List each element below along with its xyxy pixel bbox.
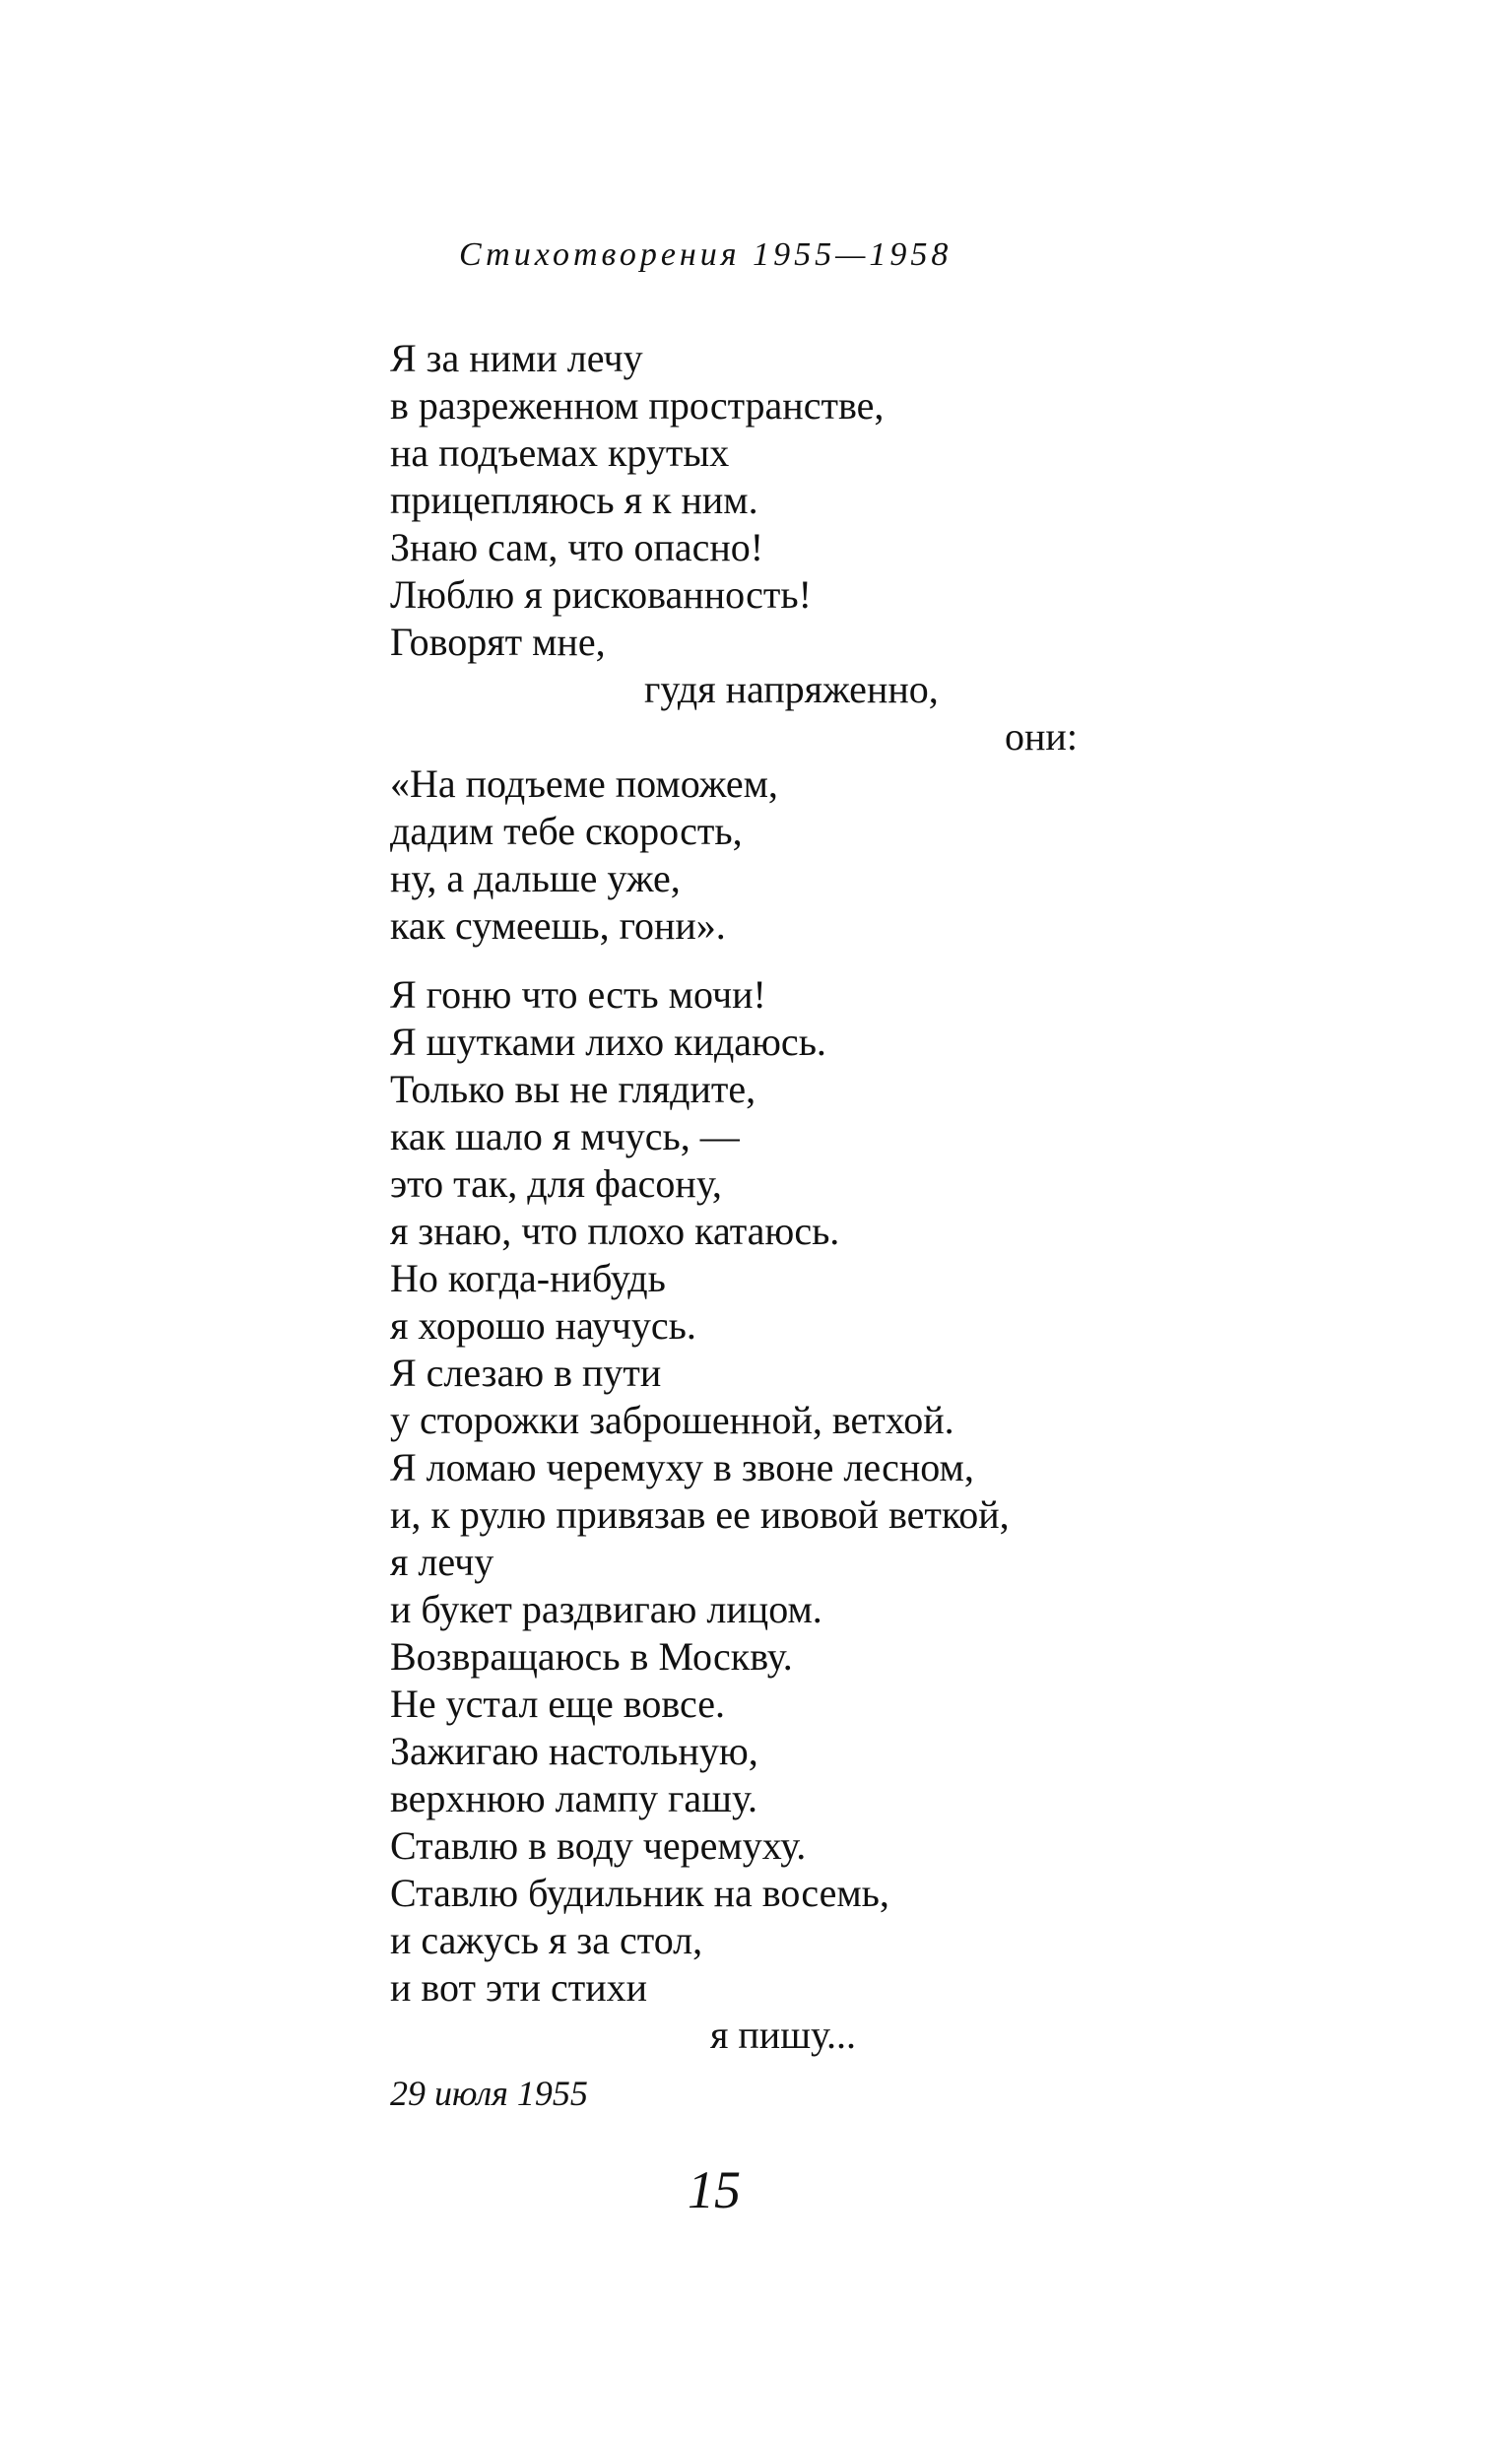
poem-line: верхнюю лампу гашу. (390, 1776, 757, 1820)
poem-line: я пишу... (710, 2013, 857, 2057)
poem-line: я лечу (390, 1540, 494, 1584)
poem-line: Ставлю будильник на восемь, (390, 1871, 889, 1915)
poem-line: Говорят мне, (390, 620, 606, 664)
poem-line: прицепляюсь я к ним. (390, 478, 758, 522)
running-title: Стихотворения 1955—1958 (459, 236, 953, 273)
poem-line: Я гоню что есть мочи! (390, 972, 766, 1017)
poem-line: Я за ними лечу (390, 336, 643, 380)
poem-line: Зажигаю настольную, (390, 1729, 758, 1773)
poem-line: и вот эти стихи (390, 1965, 648, 2010)
poem-line: Я слезаю в пути (390, 1351, 662, 1395)
poem-line: и букет раздвигаю лицом. (390, 1587, 822, 1631)
poem-line: Возвращаюсь в Москву. (390, 1634, 793, 1679)
poem-line: и сажусь я за стол, (390, 1918, 703, 1962)
poem-line: я хорошо научусь. (390, 1303, 696, 1348)
poem-text (390, 335, 1078, 2059)
poem-line: «На подъеме поможем, (390, 761, 778, 806)
poem-line: это так, для фасону, (390, 1161, 722, 1206)
poem-line: Я шутками лихо кидаюсь. (390, 1020, 826, 1064)
poem-line: Знаю сам, что опасно! (390, 525, 764, 569)
poem-line: Не устал еще вовсе. (390, 1682, 725, 1726)
poem-line: на подъемах крутых (390, 430, 730, 475)
stanza-break (390, 950, 1078, 971)
poem-line: Но когда-нибудь (390, 1256, 666, 1300)
poem-line: как сумеешь, гони». (390, 903, 726, 948)
poem-line: и, к рулю привязав ее ивовой веткой, (390, 1492, 1010, 1537)
page-number: 15 (688, 2160, 741, 2219)
poem-line: как шало я мчусь, — (390, 1114, 740, 1158)
poem-line: Люблю я рискованность! (390, 572, 812, 617)
poem-line: Я ломаю черемуху в звоне лесном, (390, 1445, 974, 1489)
poem-line: Только вы не глядите, (390, 1067, 756, 1111)
poem-line: они: (1005, 714, 1078, 759)
poem-line: в разреженном пространстве, (390, 383, 885, 428)
poem-date: 29 июля 1955 (390, 2074, 588, 2113)
poem-line: гудя напряженно, (644, 667, 939, 711)
poem-line: у сторожки заброшенной, ветхой. (390, 1398, 954, 1442)
poem-line: я знаю, что плохо катаюсь. (390, 1209, 840, 1253)
poem-line: ну, а дальше уже, (390, 856, 681, 900)
poem-line: Ставлю в воду черемуху. (390, 1823, 807, 1868)
poem-line: дадим тебе скорость, (390, 809, 743, 853)
